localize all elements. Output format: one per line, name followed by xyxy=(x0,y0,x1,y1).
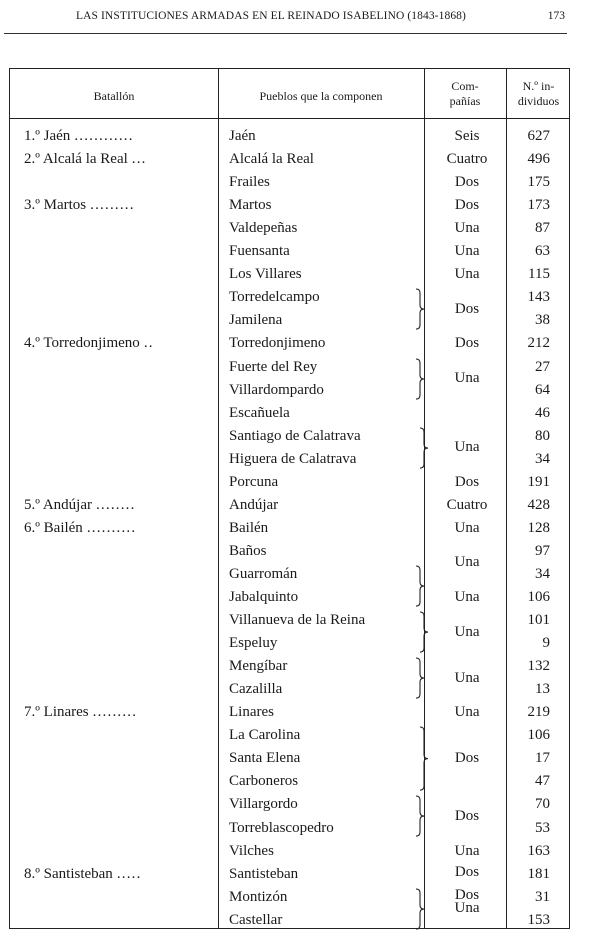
individuals-count: 46 xyxy=(535,404,550,421)
individuals-count: 80 xyxy=(535,427,550,444)
column-divider xyxy=(218,69,219,928)
grouping-brace xyxy=(419,611,429,653)
battalion-leader-dots: .. xyxy=(143,335,154,352)
battalion-leader-dots: ... xyxy=(131,151,147,168)
header-divider xyxy=(10,118,569,119)
individuals-count: 143 xyxy=(527,289,550,306)
town-name: Vilches xyxy=(229,842,274,859)
battalions-table xyxy=(9,68,570,929)
battalion-label: 6.º Bailén xyxy=(24,519,83,536)
companies-value: Una xyxy=(454,900,480,917)
column-header-count-line1: N.º in- xyxy=(522,79,555,93)
town-name: Fuensanta xyxy=(229,243,290,260)
companies-value: Una xyxy=(454,589,480,605)
town-name: Torredonjimeno xyxy=(229,335,326,352)
individuals-count: 128 xyxy=(527,519,550,536)
battalion-leader-dots: ......... xyxy=(92,704,138,721)
town-name: Escañuela xyxy=(229,404,290,421)
town-name: Porcuna xyxy=(229,473,279,490)
town-name: Castellar xyxy=(229,911,283,928)
header-rule xyxy=(4,33,567,34)
individuals-count: 181 xyxy=(527,865,550,882)
grouping-brace xyxy=(419,427,429,469)
individuals-count: 17 xyxy=(535,750,550,767)
companies-value: Seis xyxy=(454,128,480,144)
companies-value: Una xyxy=(454,370,480,387)
town-name: Linares xyxy=(229,704,274,721)
battalion-label: 8.º Santisteban xyxy=(24,865,113,882)
individuals-count: 64 xyxy=(535,381,550,398)
town-name: Frailes xyxy=(229,174,270,191)
individuals-count: 106 xyxy=(527,727,550,744)
running-header xyxy=(60,10,565,32)
town-name: Jabalquinto xyxy=(229,589,299,605)
companies-value: Una xyxy=(454,519,480,536)
town-name: Alcalá la Real xyxy=(229,151,314,168)
town-name: Higuera de Calatrava xyxy=(229,450,357,467)
companies-value: Dos xyxy=(454,300,480,317)
battalion-leader-dots: ..... xyxy=(116,865,142,882)
companies-value: Cuatro xyxy=(446,151,488,168)
companies-value: Una xyxy=(454,704,480,721)
grouping-brace xyxy=(419,726,429,791)
battalion-name xyxy=(24,701,137,723)
town-name: Santa Elena xyxy=(229,750,301,767)
battalion-leader-dots: ......... xyxy=(90,197,135,214)
companies-value: Una xyxy=(454,623,480,640)
battalion-name xyxy=(24,125,134,147)
column-header-count-line2: dividuos xyxy=(517,94,560,108)
individuals-count: 38 xyxy=(535,312,550,329)
town-name: Santiago de Calatrava xyxy=(229,427,361,444)
grouping-brace xyxy=(415,288,425,330)
grouping-brace xyxy=(415,657,425,699)
companies-value: Una xyxy=(454,220,480,237)
column-header-companies-line2: pañías xyxy=(449,94,481,108)
town-name: Fuerte del Rey xyxy=(229,358,318,375)
companies-value: Una xyxy=(454,266,480,283)
town-name: Villargordo xyxy=(229,796,298,813)
battalion-name xyxy=(24,517,136,539)
grouping-brace xyxy=(415,358,425,400)
battalion-leader-dots: ............ xyxy=(74,128,134,144)
town-name: Andújar xyxy=(229,496,279,513)
battalion-name xyxy=(24,863,142,885)
page-number: 173 xyxy=(547,10,565,22)
individuals-count: 13 xyxy=(535,681,550,698)
town-name: Torredelcampo xyxy=(229,289,320,306)
grouping-brace xyxy=(415,795,425,837)
companies-value: Una xyxy=(454,439,480,456)
town-name: Martos xyxy=(229,197,272,214)
companies-value: Dos xyxy=(454,197,480,214)
battalion-label: 4.º Torredonjimeno xyxy=(24,335,140,352)
companies-value: Una xyxy=(454,669,480,686)
town-name: Cazalilla xyxy=(229,681,283,698)
companies-value: Dos xyxy=(454,174,480,191)
grouping-brace xyxy=(415,565,425,607)
companies-value: Una xyxy=(454,554,480,571)
town-name: Carboneros xyxy=(229,773,299,790)
column-header-battalion: Batallón xyxy=(93,89,135,103)
running-title: LAS INSTITUCIONES ARMADAS EN EL REINADO ISABELINO (1843-1868) xyxy=(76,10,466,22)
column-header-count xyxy=(506,79,571,109)
companies-value: Una xyxy=(454,842,480,859)
individuals-count: 212 xyxy=(527,335,550,352)
individuals-count: 627 xyxy=(527,128,550,144)
battalion-name xyxy=(24,494,136,516)
town-name: Espeluy xyxy=(229,635,278,652)
companies-value: Dos xyxy=(454,335,480,352)
town-name: Mengíbar xyxy=(229,658,288,675)
town-name: Jamilena xyxy=(229,312,283,329)
companies-value: Dos xyxy=(454,864,480,881)
battalion-name xyxy=(24,148,147,170)
battalion-label: 1.º Jaén xyxy=(24,128,71,144)
town-name: Montizón xyxy=(229,888,288,905)
battalion-label: 5.º Andújar xyxy=(24,496,92,513)
town-name: Valdepeñas xyxy=(229,220,298,237)
town-name: Villanueva de la Reina xyxy=(229,612,366,629)
individuals-count: 70 xyxy=(535,796,550,813)
individuals-count: 87 xyxy=(535,220,550,237)
individuals-count: 175 xyxy=(527,174,550,191)
individuals-count: 496 xyxy=(527,151,550,168)
individuals-count: 34 xyxy=(535,565,550,582)
companies-value: Dos xyxy=(454,473,480,490)
town-name: Los Villares xyxy=(229,266,302,283)
town-name: Santisteban xyxy=(229,865,299,882)
town-name: Guarromán xyxy=(229,565,298,582)
individuals-count: 97 xyxy=(535,542,550,559)
battalion-name xyxy=(24,332,154,354)
individuals-count: 9 xyxy=(542,635,550,652)
battalion-label: 7.º Linares xyxy=(24,704,89,721)
individuals-count: 27 xyxy=(535,358,550,375)
town-name: La Carolina xyxy=(229,727,301,744)
column-header-companies xyxy=(424,79,506,109)
battalion-label: 3.º Martos xyxy=(24,197,87,214)
town-name: Torreblascopedro xyxy=(229,819,334,836)
battalion-leader-dots: .......... xyxy=(86,519,137,536)
grouping-brace xyxy=(415,888,425,930)
individuals-count: 101 xyxy=(527,612,550,629)
battalion-name xyxy=(24,194,135,216)
town-name: Jaén xyxy=(229,128,256,144)
individuals-count: 31 xyxy=(535,888,550,905)
column-header-companies-line1: Com- xyxy=(451,79,479,93)
individuals-count: 34 xyxy=(535,450,550,467)
individuals-count: 153 xyxy=(527,911,550,928)
companies-value: Dos xyxy=(454,750,480,767)
companies-value: Cuatro xyxy=(446,496,488,513)
individuals-count: 173 xyxy=(527,197,550,214)
individuals-count: 219 xyxy=(527,704,550,721)
battalion-label: 2.º Alcalá la Real xyxy=(24,151,128,168)
individuals-count: 63 xyxy=(535,243,550,260)
town-name: Bailén xyxy=(229,519,269,536)
individuals-count: 47 xyxy=(535,773,550,790)
individuals-count: 428 xyxy=(527,496,550,513)
companies-value: Dos xyxy=(454,887,480,904)
battalion-leader-dots: ........ xyxy=(95,496,136,513)
town-name: Villardompardo xyxy=(229,381,324,398)
town-name: Baños xyxy=(229,542,267,559)
companies-value: Una xyxy=(454,243,480,260)
individuals-count: 106 xyxy=(527,589,550,605)
individuals-count: 132 xyxy=(527,658,550,675)
individuals-count: 163 xyxy=(527,842,550,859)
companies-value: Dos xyxy=(454,807,480,824)
column-header-towns: Pueblos que la componen xyxy=(259,89,383,103)
individuals-count: 115 xyxy=(528,266,550,283)
individuals-count: 191 xyxy=(527,473,550,490)
individuals-count: 53 xyxy=(535,819,550,836)
